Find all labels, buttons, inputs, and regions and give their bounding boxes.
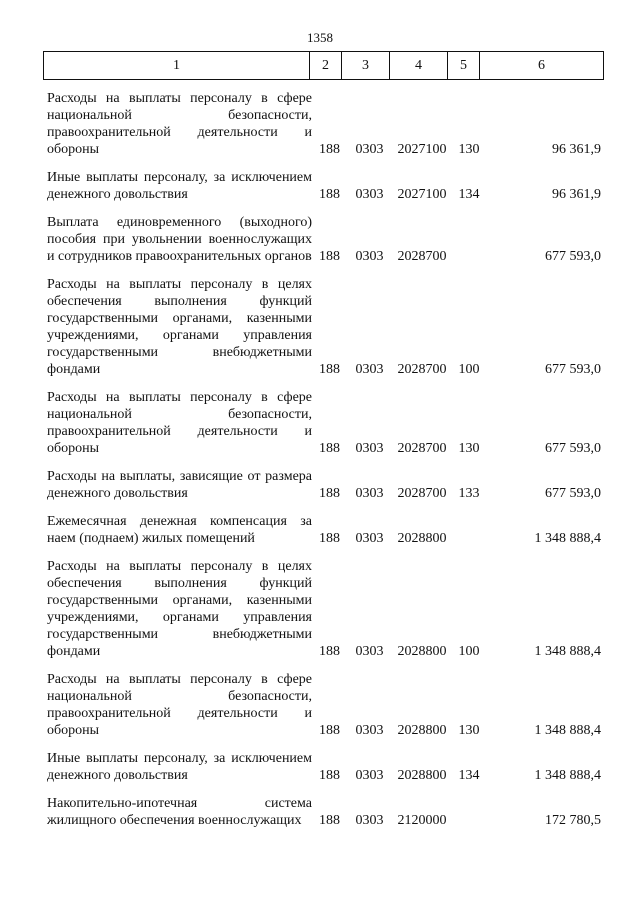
amount: 172 780,5 [545,813,601,828]
column-header-row [44,52,604,80]
ministry-code: 188 [319,644,340,659]
ministry-code: 188 [319,142,340,157]
budget-table-body [43,90,603,840]
ministry-code: 188 [319,486,340,501]
section-code: 0303 [355,723,384,738]
column-header-2: 2 [310,52,342,80]
section-code: 0303 [355,813,384,828]
ministry-code: 188 [319,813,340,828]
amount: 677 593,0 [545,486,601,501]
amount: 1 348 888,4 [534,644,601,659]
target-article-code: 2120000 [397,813,447,828]
expense-type-code: 130 [458,441,480,456]
table-row [43,214,603,265]
ministry-code: 188 [319,441,340,456]
section-code: 0303 [355,644,384,659]
expense-type-code: 130 [458,142,480,157]
target-article-code: 2028800 [397,644,447,659]
target-article-code: 2028700 [397,362,447,377]
amount: 96 361,9 [552,142,601,157]
row-description: Расходы на выплаты, зависящие от размера денежного довольствия [47,469,312,501]
table-row [43,169,603,203]
amount: 677 593,0 [545,441,601,456]
column-header-3: 3 [342,52,390,80]
section-code: 0303 [355,249,384,264]
ministry-code: 188 [319,249,340,264]
column-header-6: 6 [480,52,604,80]
ministry-code: 188 [319,362,340,377]
ministry-code: 188 [319,723,340,738]
table-row [43,671,603,739]
row-description: Расходы на выплаты персоналу в сфере национальной безопасности, правоохранительной деятельности и обороны [47,91,312,157]
row-description: Ежемесячная денежная компенсация за наем (поднаем) жилых помещений [47,514,312,546]
row-description: Накопительно-ипотечная система жилищного обеспечения военнослужащих [47,796,312,828]
expense-type-code: 100 [458,644,480,659]
target-article-code: 2028800 [397,723,447,738]
section-code: 0303 [355,768,384,783]
expense-type-code: 134 [458,187,480,202]
column-header-1: 1 [44,52,310,80]
section-code: 0303 [355,362,384,377]
row-description: Расходы на выплаты персоналу в сфере национальной безопасности, правоохранительной деятельности и обороны [47,672,312,738]
row-description: Расходы на выплаты персоналу в сфере национальной безопасности, правоохранительной деятельности и обороны [47,390,312,456]
section-code: 0303 [355,187,384,202]
amount: 1 348 888,4 [534,723,601,738]
target-article-code: 2028700 [397,249,447,264]
table-row [43,276,603,378]
row-description: Иные выплаты персоналу, за исключением денежного довольствия [47,170,312,202]
table-row [43,750,603,784]
table-row [43,558,603,660]
expense-type-code: 134 [458,768,480,783]
amount: 1 348 888,4 [534,531,601,546]
amount: 677 593,0 [545,249,601,264]
table-row [43,90,603,158]
table-row [43,513,603,547]
section-code: 0303 [355,142,384,157]
column-header-table [43,51,604,80]
amount: 96 361,9 [552,187,601,202]
section-code: 0303 [355,486,384,501]
ministry-code: 188 [319,187,340,202]
row-description: Расходы на выплаты персоналу в целях обеспечения выполнения функций государственными органами, казенными учреждениями, органами управления государственными внебюджетными фондами [47,277,312,377]
ministry-code: 188 [319,531,340,546]
target-article-code: 2028800 [397,531,447,546]
amount: 677 593,0 [545,362,601,377]
expense-type-code: 133 [458,486,480,501]
row-description: Выплата единовременного (выходного) пособия при увольнении военнослужащих и сотрудников правоохранительных органов [47,215,312,264]
column-header-4: 4 [390,52,448,80]
target-article-code: 2027100 [397,187,447,202]
row-description: Расходы на выплаты персоналу в целях обеспечения выполнения функций государственными органами, казенными учреждениями, органами управления государственными внебюджетными фондами [47,559,312,659]
section-code: 0303 [355,441,384,456]
expense-type-code: 100 [458,362,480,377]
ministry-code: 188 [319,768,340,783]
target-article-code: 2027100 [397,142,447,157]
target-article-code: 2028800 [397,768,447,783]
expense-type-code: 130 [458,723,480,738]
table-row [43,468,603,502]
table-row [43,389,603,457]
target-article-code: 2028700 [397,486,447,501]
page-number: 1358 [307,30,333,45]
section-code: 0303 [355,531,384,546]
target-article-code: 2028700 [397,441,447,456]
row-description: Иные выплаты персоналу, за исключением денежного довольствия [47,751,312,783]
column-header-5: 5 [448,52,480,80]
amount: 1 348 888,4 [534,768,601,783]
table-row [43,795,603,829]
